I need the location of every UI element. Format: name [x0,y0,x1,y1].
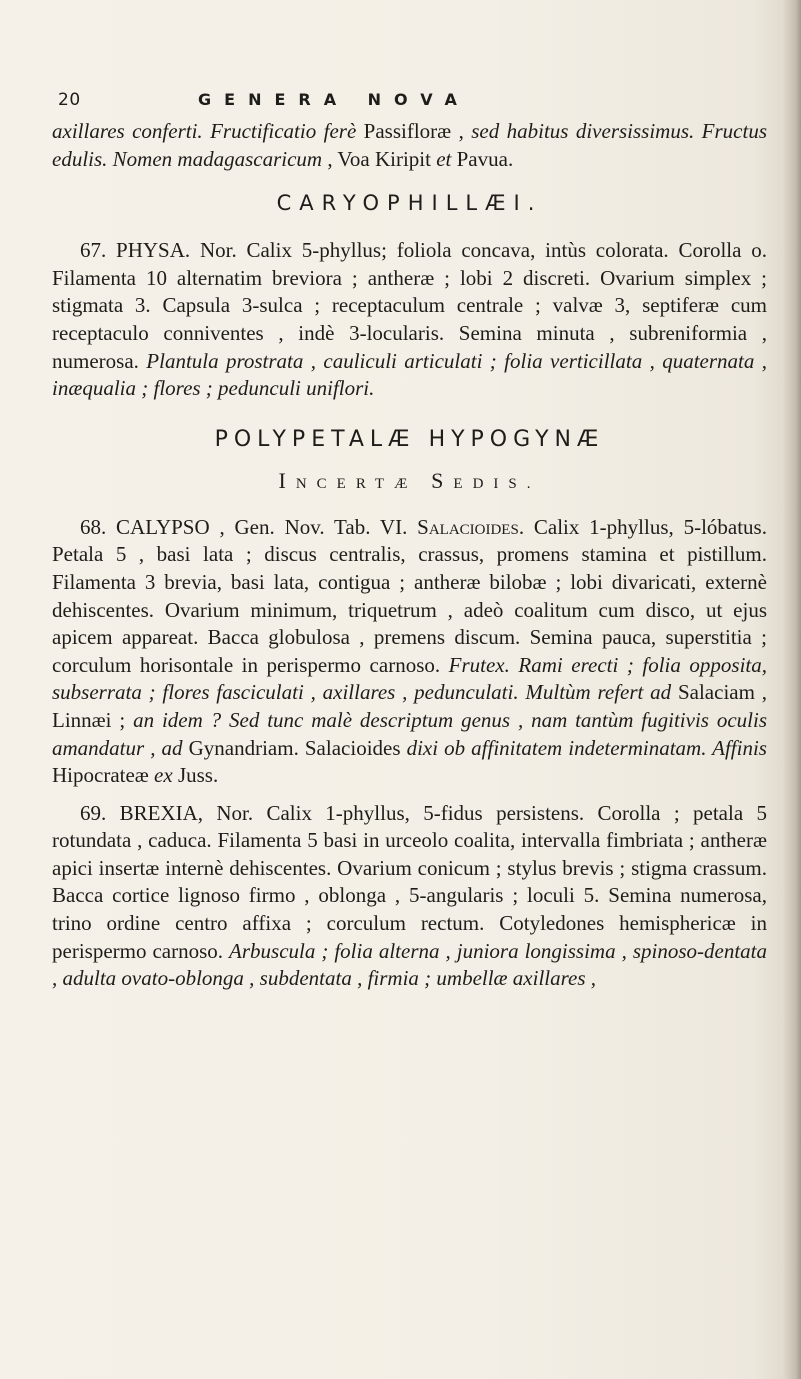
page-edge-shadow [783,0,801,1379]
entry-68-t3: Calix 1-phyllus, 5-lóbatus. Petala 5 , basi lata ; discus centralis, crassus, promens stamina et pistillum. Filamenta 3 brevia, basi lata, contigua ; antheræ bilobæ ; lobi divaricati, externè dehiscentes. Ovarium minimum, triquetrum , adeò coalitum cum disco, ut ejus apicem appareat. Bacca globulosa , premens discum. Semina pauca, superstitia ; corculum horisontale in perispermo carnoso. [52,514,767,677]
entry-68-t2: Salacioides. [417,514,525,539]
subtitle-rest-2: EDIS. [453,475,541,492]
subtitle-rest-1: NCERTÆ [295,475,418,492]
entry-67-habit: Plantula prostrata , cauliculi articulati ; folia verticillata , quaternata , inæqualia ; flores ; pedunculi uniflori. [52,348,767,401]
entry-68-t5: Salaciam , Linnæi ; [52,680,767,732]
entry-68-t11: Juss. [172,763,219,788]
subtitle-cap-1: I [278,467,296,493]
entry-67-description: 67. PHYSA. Nor. Calix 5-phyllus; foliola concava, intùs colorata. Corolla o. Filamenta 10 alternatim breviora ; antheræ ; lobi 2 discreti. Ovarium simplex ; stigmata 3. Capsula 3-sulca ; receptaculum centrale ; valvæ 3, septiferæ cum receptaculo conniventes , indè 3-locularis. Semina minuta , subreniformia , numerosa. [52,238,767,373]
intro-t2: Passifloræ , [356,119,472,143]
running-title: GENERA NOVA [198,90,470,109]
intro-paragraph [52,118,767,173]
subtitle-cap-2: S [431,467,454,493]
entry-69-habit: Arbuscula ; folia alterna , juniora longissima , spinoso-dentata , adulta ovato-oblonga , subdentata , firmia ; umbellæ axillares , [52,938,767,991]
intro-t4: , Voa Kiripit [322,146,437,171]
section-subtitle-incertae-sedis [52,468,767,494]
entry-68-t8: dixi ob affinitatem indeterminatam. Affinis [406,735,767,760]
entry-68-t6: an idem ? Sed tunc malè descriptum genus , nam tantùm fugitivis oculis amandatur , ad [52,707,767,760]
entry-69-brexia [52,800,767,993]
page-number: 20 [58,90,81,110]
section-title-caryophillaei: CARYOPHILLÆI. [276,191,543,216]
page-content [52,86,767,993]
running-header [52,86,767,116]
entry-68-t10: ex [154,763,173,788]
intro-t6: Pavua. [451,146,514,171]
entry-67-physa [52,237,767,403]
intro-t5: et [436,146,452,171]
entry-68-t9: Hipocrateæ [52,763,155,788]
intro-t3: sed habitus diversissimus. Fructus edulis. Nomen madagascaricum [52,119,767,171]
intro-t1: axillares conferti. Fructificatio ferè [52,119,357,143]
entry-68-t1: 68. CALYPSO , Gen. Nov. Tab. VI. [80,514,418,539]
entry-68-t7: Gynandriam. Salacioides [182,735,407,760]
entry-68-t4: Frutex. Rami erecti ; folia opposita, subserrata ; flores fasciculati , axillares , pedunculati. Multùm refert ad [52,652,767,705]
section-title-polypetalae: POLYPETALÆ HYPOGYNÆ [214,426,605,452]
paragraph-gap [52,790,767,800]
entry-69-description: 69. BREXIA, Nor. Calix 1-phyllus, 5-fidus persistens. Corolla ; petala 5 rotundata , caduca. Filamenta 5 basi in urceolo coalita, intervalla fimbriata ; antheræ apici insertæ internè dehiscentes. Ovarium conicum ; stylus brevis ; stigma crassum. Bacca cortice lignoso firmo , oblonga , 5-angularis ; loculi 5. Semina numerosa, trino ordine centro affixa ; corculum rectum. Cotyledones hemisphericæ in perispermo carnoso. [52,800,767,963]
entry-68-calypso [52,514,767,790]
